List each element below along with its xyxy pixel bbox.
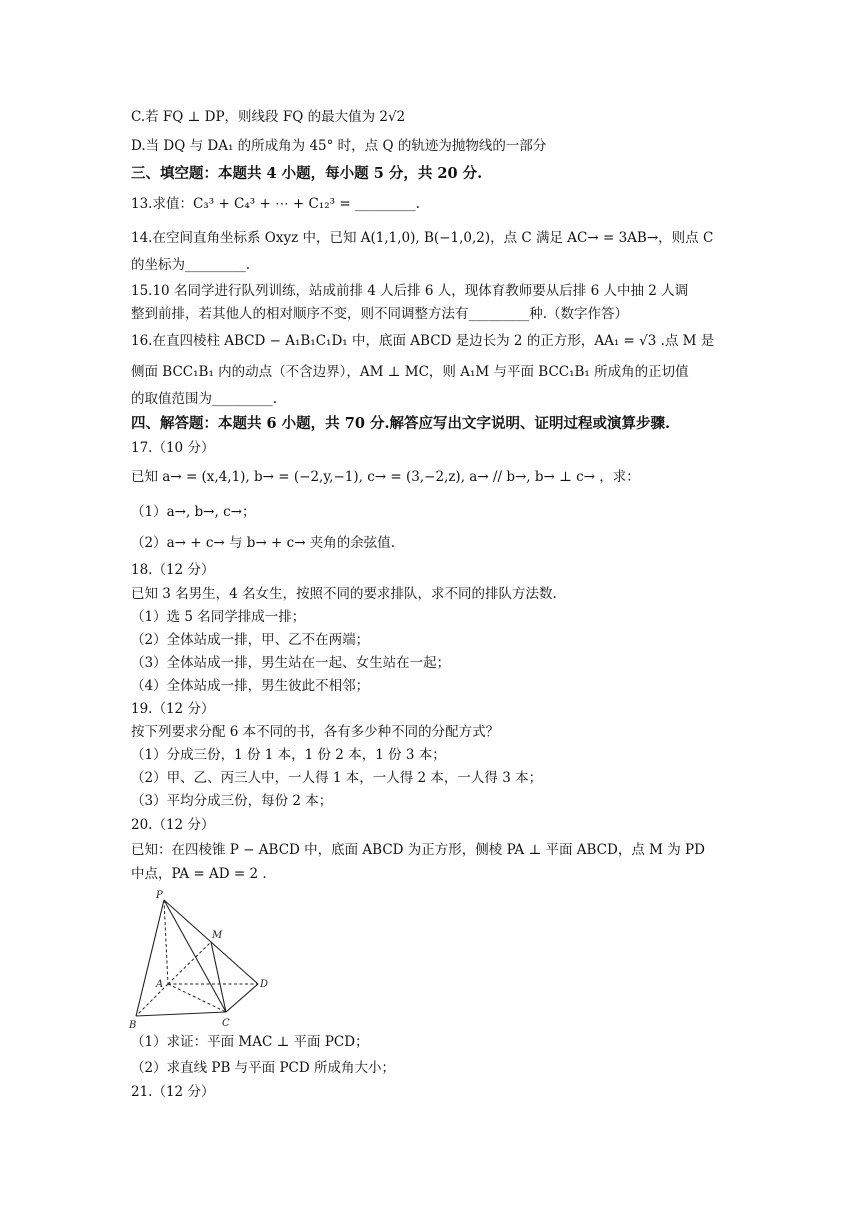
- question-18-stem: 已知 3 名男生，4 名女生，按照不同的要求排队，求不同的排队方法数.: [131, 586, 557, 602]
- edge-pc: [164, 900, 226, 1012]
- edge-cd: [226, 984, 258, 1012]
- pyramid-diagram: [126, 886, 276, 1031]
- segment-mc: [211, 942, 226, 1012]
- pyramid-figure: [126, 886, 276, 1031]
- question-16-line-2: 侧面 BCC₁B₁ 内的动点（不含边界），AM ⊥ MC，则 A₁M 与平面 BCC₁B₁ 所成角的正切值: [131, 364, 689, 380]
- question-19-part-3: （3）平均分成三份，每份 2 本；: [131, 793, 333, 809]
- question-18-part-3: （3）全体站成一排，男生站在一起、女生站在一起；: [131, 655, 451, 671]
- question-20-header: 20.（12 分）: [131, 817, 215, 833]
- question-19-stem: 按下列要求分配 6 本不同的书，各有多少种不同的分配方式？: [131, 724, 500, 740]
- option-d: D.当 DQ 与 DA₁ 的所成角为 45° 时，点 Q 的轨迹为抛物线的一部分: [131, 138, 547, 154]
- question-20-part-2: （2）求直线 PB 与平面 PCD 所成角大小；: [131, 1060, 395, 1076]
- edge-pb: [136, 900, 164, 1016]
- question-15-line-2: 整到前排，若其他人的相对顺序不变，则不同调整方法有_________种.（数字作答）: [131, 306, 629, 322]
- section-answer-heading: 四、解答题：本题共 6 小题，共 70 分.解答应写出文字说明、证明过程或演算步骤.: [131, 415, 671, 432]
- question-20-stem-line-1: 已知：在四棱锥 P − ABCD 中，底面 ABCD 为正方形，侧棱 PA ⊥ 平面 ABCD，点 M 为 PD: [131, 842, 705, 858]
- question-19-header: 19.（12 分）: [131, 701, 215, 717]
- question-19-part-2: （2）甲、乙、丙三人中，一人得 1 本，一人得 2 本，一人得 3 本；: [131, 770, 543, 786]
- segment-ac: [168, 984, 226, 1012]
- question-17-header: 17.（10 分）: [131, 440, 215, 456]
- question-18-part-2: （2）全体站成一排，甲、乙不在两端；: [131, 632, 370, 648]
- question-16-line-3: 的取值范围为_________.: [131, 391, 278, 407]
- label-p: P: [156, 890, 163, 901]
- question-18-part-1: （1）选 5 名同学排成一排；: [131, 609, 306, 625]
- label-m: M: [212, 930, 223, 941]
- edge-pa: [164, 900, 168, 984]
- question-14-line-1: 14.在空间直角坐标系 Oxyz 中，已知 A(1,1,0), B(−1,0,2)，点 C 满足 AC→ = 3AB→，则点 C: [131, 230, 714, 246]
- question-17-part-1: （1）a→, b→, c→；: [131, 504, 256, 520]
- label-b: B: [129, 1020, 137, 1031]
- question-13: 13.求值：C₃³ + C₄³ + ⋯ + C₁₂³ = _________.: [131, 196, 420, 212]
- question-17-part-2: （2）a→ + c→ 与 b→ + c→ 夹角的余弦值.: [131, 535, 396, 551]
- question-16-line-1: 16.在直四棱柱 ABCD − A₁B₁C₁D₁ 中，底面 ABCD 是边长为 2 的正方形，AA₁ = √3 .点 M 是: [131, 333, 715, 349]
- section-fill-in-heading: 三、填空题：本题共 4 小题，每小题 5 分，共 20 分.: [131, 165, 483, 182]
- option-c: C.若 FQ ⊥ DP，则线段 FQ 的最大值为 2√2: [131, 109, 406, 125]
- question-19-part-1: （1）分成三份，1 份 1 本，1 份 2 本，1 份 3 本；: [131, 747, 446, 763]
- question-18-part-4: （4）全体站成一排，男生彼此不相邻；: [131, 678, 370, 694]
- edge-bc: [136, 1012, 226, 1016]
- label-a: A: [156, 979, 164, 990]
- label-c: C: [222, 1018, 230, 1029]
- label-d: D: [260, 979, 269, 990]
- question-17-stem: 已知 a→ = (x,4,1), b→ = (−2,y,−1), c→ = (3,−2,z), a→ // b→, b→ ⊥ c→ ，求：: [131, 469, 640, 485]
- question-20-stem-line-2: 中点，PA = AD = 2 .: [131, 866, 267, 882]
- question-15-line-1: 15.10 名同学进行队列训练，站成前排 4 人后排 6 人，现体育教师要从后排 6 人中抽 2 人调: [131, 283, 689, 299]
- segment-am: [168, 942, 211, 984]
- question-14-line-2: 的坐标为_________.: [131, 257, 251, 273]
- question-21-header: 21.（12 分）: [131, 1084, 215, 1100]
- question-20-part-1: （1）求证：平面 MAC ⊥ 平面 PCD；: [131, 1034, 369, 1050]
- question-18-header: 18.（12 分）: [131, 562, 215, 578]
